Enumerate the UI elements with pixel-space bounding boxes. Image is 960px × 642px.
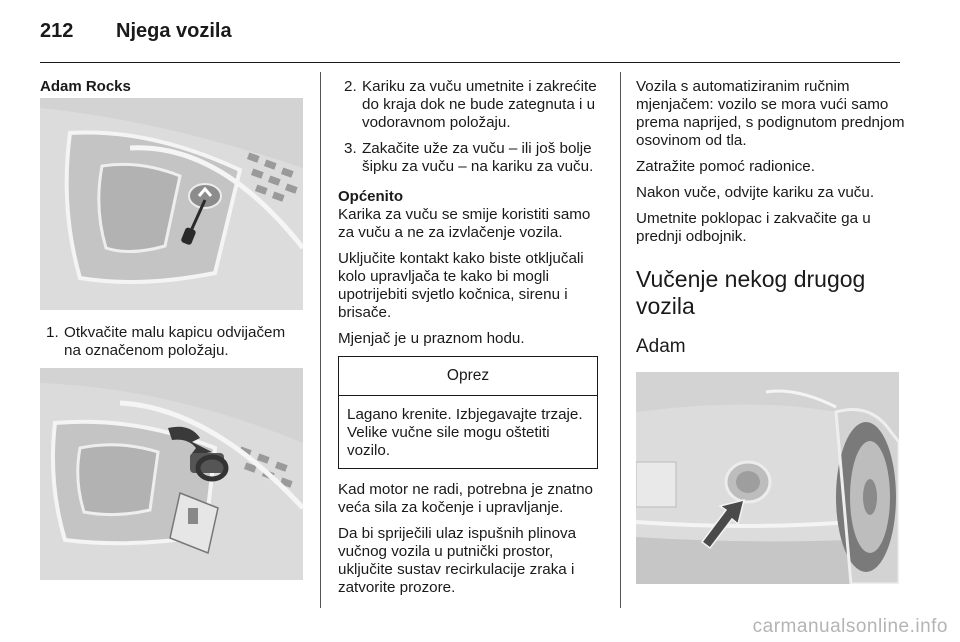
page-title: Njega vozila bbox=[116, 20, 232, 42]
page-header bbox=[40, 20, 232, 43]
paragraph-after-towing: Nakon vuče, odvijte kariku za vuču. bbox=[636, 184, 875, 201]
step-3 bbox=[338, 140, 604, 176]
step-text: Kariku za vuču umetnite i zakrećite do kraja dok ne bude zategnuta i u vodoravnom položaju. bbox=[362, 78, 597, 131]
subheading-general: Općenito bbox=[338, 188, 404, 205]
column-2 bbox=[338, 78, 604, 605]
step-text: Zakačite uže za vuču – ili još bolje šipku za vuču – na kariku za vuču. bbox=[362, 140, 594, 175]
step-1 bbox=[40, 324, 304, 360]
step-number: 3. bbox=[344, 140, 357, 157]
paragraph-cover: Umetnite poklopac i zakvačite ga u prednji odbojnik. bbox=[636, 210, 871, 245]
caution-title: Oprez bbox=[339, 357, 597, 396]
column-divider-1 bbox=[320, 72, 321, 608]
step-number: 2. bbox=[344, 78, 357, 95]
step-number: 1. bbox=[46, 324, 59, 341]
column-3 bbox=[636, 78, 906, 584]
steps-list-1 bbox=[40, 324, 304, 360]
subheading-adam: Adam bbox=[636, 336, 686, 357]
column-1 bbox=[40, 78, 304, 580]
step-2 bbox=[338, 78, 604, 132]
paragraph-engine-off: Kad motor ne radi, potrebna je znatno veća sila za kočenje i upravljanje. bbox=[338, 481, 593, 516]
caution-text: Lagano krenite. Izbjegavajte trzaje. Velike vučne sile mogu oštetiti vozilo. bbox=[347, 406, 583, 459]
paragraph-exhaust: Da bi spriječili ulaz ispušnih plinova vučnog vozila u putnički prostor, uključite sustav recirkulacije zraka i zatvorite prozore. bbox=[338, 525, 577, 596]
step-text: Otkvačite malu kapicu odvijačem na označenom položaju. bbox=[64, 324, 286, 359]
section-heading-towing-other: Vučenje nekog drugog vozila bbox=[636, 266, 866, 319]
paragraph-neutral: Mjenjač je u praznom hodu. bbox=[338, 330, 525, 347]
watermark: carmanualsonline.info bbox=[752, 616, 948, 637]
header-rule bbox=[40, 62, 900, 63]
paragraph-workshop: Zatražite pomoć radionice. bbox=[636, 158, 815, 175]
illustration-bumper-cap-screwdriver bbox=[40, 98, 303, 310]
illustration-tow-eye-install bbox=[40, 368, 303, 580]
steps-list-2 bbox=[338, 78, 604, 176]
caution-box bbox=[338, 356, 598, 469]
paragraph-general: Karika za vuču se smije koristiti samo za vuču a ne za izvlačenje vozila. bbox=[338, 206, 591, 241]
illustration-rear-tow-point bbox=[636, 372, 899, 584]
column-divider-2 bbox=[620, 72, 621, 608]
paragraph-automated-gearbox: Vozila s automatiziranim ručnim mjenjačem: vozilo se mora vući samo prema naprijed, s podignutom prednjom osovinom od tla. bbox=[636, 78, 905, 149]
section-heading-adam-rocks: Adam Rocks bbox=[40, 78, 131, 95]
paragraph-ignition: Uključite kontakt kako biste otključali kolo upravljača te kako bi mogli upotrijebiti svjetlo kočnica, sirenu i brisače. bbox=[338, 250, 584, 321]
page-number: 212 bbox=[40, 20, 74, 42]
